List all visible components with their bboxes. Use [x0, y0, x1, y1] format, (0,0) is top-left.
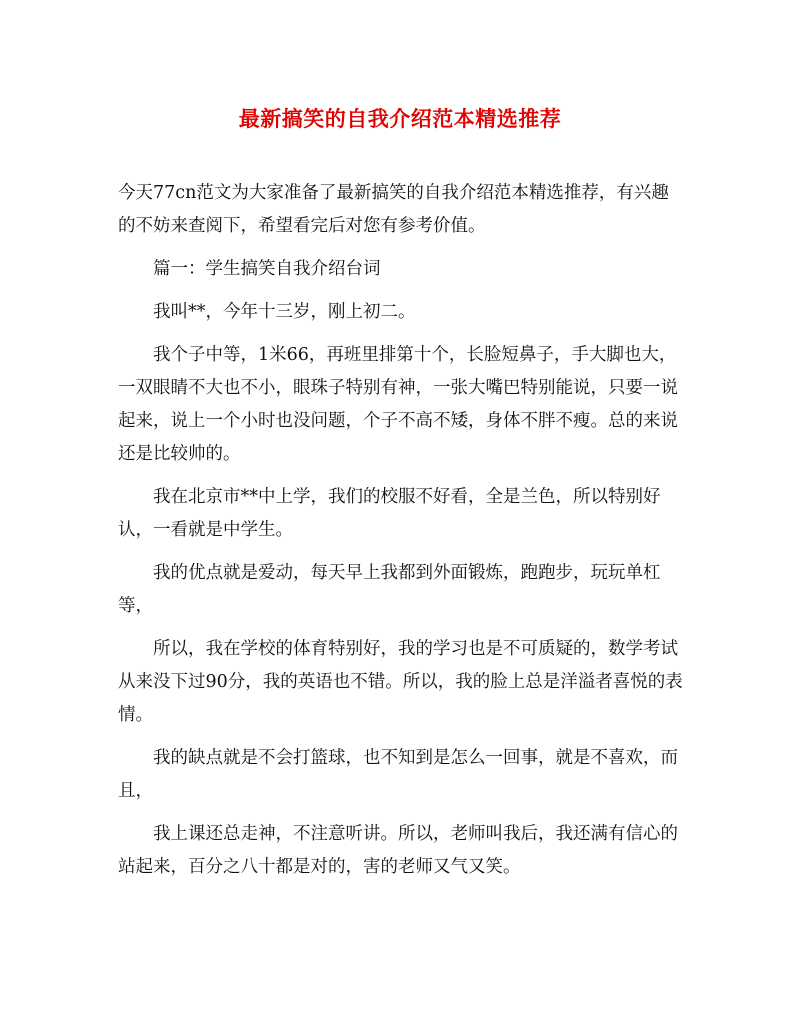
- body-paragraph: 我上课还总走神，不注意听讲。所以，老师叫我后，我还满有信心的站起来，百分之八十都是对的，害的老师又气又笑。: [118, 824, 678, 877]
- body-paragraph: 我在北京市**中上学，我们的校服不好看，全是兰色，所以特别好认，一看就是中学生。: [118, 487, 661, 540]
- body-paragraph: 我叫**，今年十三岁，刚上初二。: [153, 302, 416, 322]
- section-heading: 篇一：学生搞笑自我介绍台词: [153, 259, 381, 279]
- intro-paragraph: 今天77cn范文为大家准备了最新搞笑的自我介绍范本精选推荐，有兴趣的不妨来查阅下，希望看完后对您有参考价值。: [118, 183, 669, 236]
- body-paragraph: 我的优点就是爱动，每天早上我都到外面锻炼，跑跑步，玩玩单杠等，: [118, 563, 661, 616]
- document-title: 最新搞笑的自我介绍范本精选推荐: [238, 106, 562, 131]
- body-paragraph: 所以，我在学校的体育特别好，我的学习也是不可质疑的，数学考试从来没下过90分，我的英语也不错。所以，我的脸上总是洋溢者喜悦的表情。: [118, 639, 683, 725]
- body-paragraph: 我的缺点就是不会打篮球，也不知到是怎么一回事，就是不喜欢，而且，: [118, 748, 678, 801]
- document-body: [118, 177, 686, 894]
- body-paragraph: 我个子中等，1米66，再班里排第十个，长脸短鼻子，手大脚也大，一双眼睛不大也不小，眼珠子特别有神，一张大嘴巴特别能说，只要一说起来，说上一个小时也没问题，个子不高不矮，身体不胖不瘦。总的来说还是比较帅的。: [118, 345, 678, 464]
